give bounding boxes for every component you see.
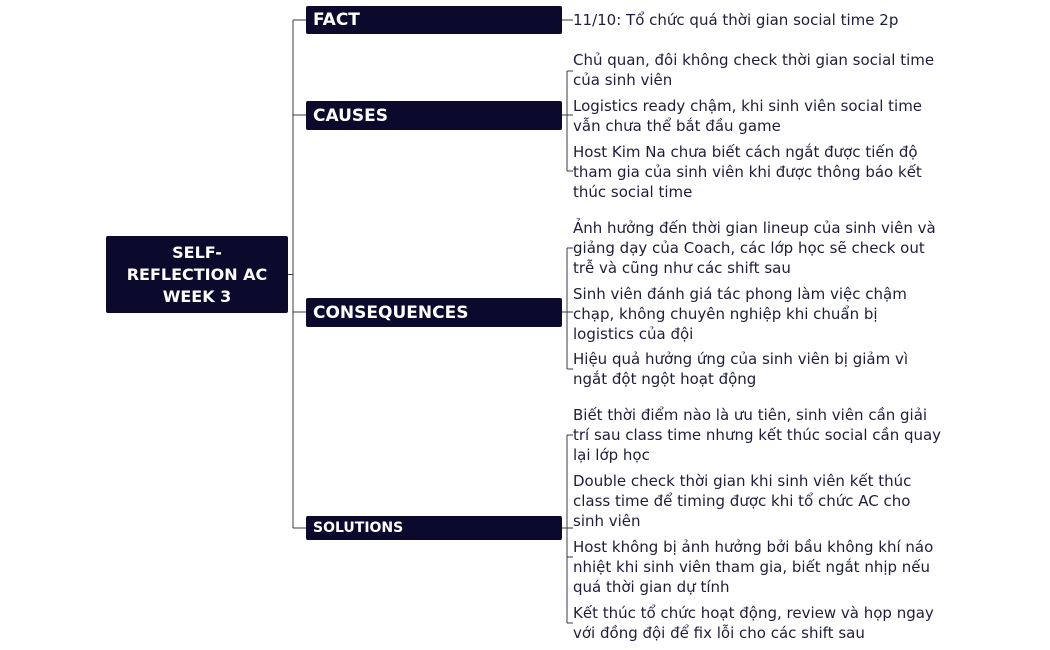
- solution-item: Biết thời điểm nào là ưu tiên, sinh viên cần giải trí sau class time nhưng kết thúc social cần quay lại lớp học: [573, 406, 942, 464]
- branch-consequences: [306, 298, 562, 327]
- consequence-item: Ảnh hưởng đến thời gian lineup của sinh viên và giảng dạy của Coach, các lớp học sẽ check out trễ và cũng như các shift sau: [573, 219, 936, 277]
- branch-solutions-label: SOLUTIONS: [313, 520, 404, 536]
- consequence-item: Hiệu quả hưởng ứng của sinh viên bị giảm vì ngắt đột ngột hoạt động: [573, 350, 909, 388]
- solution-item: Double check thời gian khi sinh viên kết thúc class time để timing được khi tổ chức AC cho sinh viên: [573, 472, 912, 530]
- cause-item: Chủ quan, đôi không check thời gian social time của sinh viên: [573, 51, 935, 89]
- branch-fact: [306, 6, 562, 34]
- branch-causes: [306, 101, 562, 130]
- consequence-item: Sinh viên đánh giá tác phong làm việc chậm chạp, không chuyên nghiệp khi chuẩn bị logistics của đội: [573, 285, 907, 343]
- branch-fact-label: FACT: [313, 10, 360, 30]
- branch-consequences-label: CONSEQUENCES: [313, 302, 469, 323]
- branch-solutions: [306, 516, 562, 540]
- cause-item: Logistics ready chậm, khi sinh viên social time vẫn chưa thể bắt đầu game: [573, 97, 923, 135]
- solution-item: Host không bị ảnh hưởng bởi bầu không khí náo nhiệt khi sinh viên tham gia, biết ngắt nhịp nếu quá thời gian dự tính: [573, 538, 934, 596]
- cause-item: Host Kim Na chưa biết cách ngắt được tiến độ tham gia của sinh viên khi được thông báo kết thúc social time: [573, 143, 922, 201]
- solution-item: Kết thúc tổ chức hoạt động, review và họp ngay với đồng đội để fix lỗi cho các shift sau: [573, 604, 934, 642]
- root-node: SELF- REFLECTION AC WEEK 3: [106, 236, 288, 313]
- fact-item: 11/10: Tổ chức quá thời gian social time 2p: [573, 11, 899, 29]
- branch-causes-label: CAUSES: [313, 105, 389, 126]
